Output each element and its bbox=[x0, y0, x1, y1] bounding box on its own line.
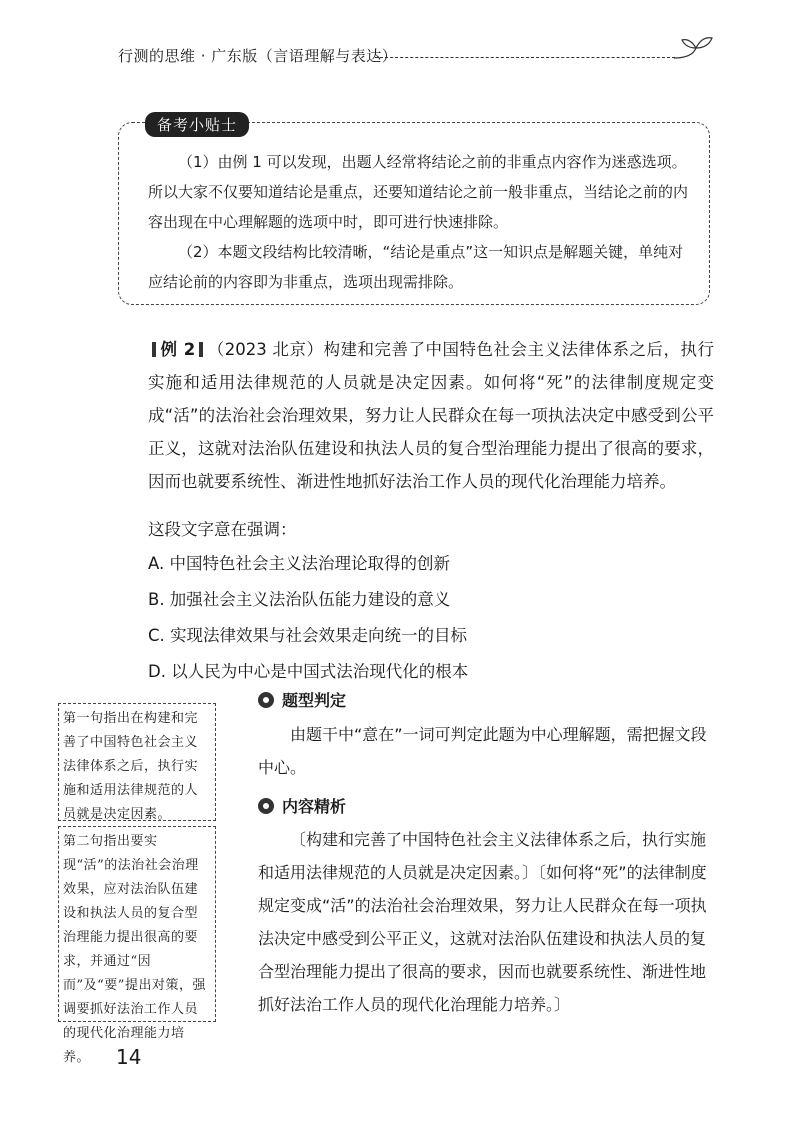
example-question bbox=[148, 333, 714, 498]
content-analysis-paragraph: 〔构建和完善了中国特色社会主义法律体系之后，执行实施和适用法律规范的人员就是决定因素。〕〔如何将“死”的法律制度规定变成“活”的法治社会治理效果，努力让人民群众在每一项执法决定中感受到公平正义，这就对法治队伍建设和执法人员的复合型治理能力提出了很高的要求，因而也就要系统性、渐进性地抓好法治工作人员的现代化治理能力培养。〕 bbox=[258, 830, 707, 1014]
tips-paragraphs bbox=[148, 147, 692, 297]
tips-label: 备考小贴士 bbox=[145, 112, 249, 137]
target-icon bbox=[258, 798, 274, 814]
option-b: B. 加强社会主义法治队伍能力建设的意义 bbox=[148, 590, 451, 609]
sprout-icon bbox=[672, 32, 722, 62]
example-marker-left bbox=[152, 342, 156, 357]
tips-paragraph: （1）由例 1 可以发现，出题人经常将结论之前的非重点内容作为迷惑选项。所以大家不仅要知道结论是重点，还要知道结论之前一般非重点，当结论之前的内容出现在中心理解题的选项中时，即可进行快速排除。 bbox=[148, 153, 689, 231]
header-title: 行测的思维 · 广东版（言语理解与表达） bbox=[118, 47, 398, 65]
option-d: D. 以人民为中心是中国式法治现代化的根本 bbox=[148, 662, 469, 681]
example-text: 构建和完善了中国特色社会主义法律体系之后，执行实施和适用法律规范的人员就是决定因素。如何将“死”的法律制度规定变成“活”的法治社会治理效果，努力让人民群众在每一项执法决定中感受到公平正义，这就对法治队伍建设和执法人员的复合型治理能力提出了很高的要求，因而也就要系统性、渐进性地抓好法治工作人员的现代化治理能力培养。 bbox=[148, 340, 714, 491]
type-judgment-heading-text: 题型判定 bbox=[282, 691, 347, 710]
header-divider bbox=[375, 57, 675, 58]
content-analysis-heading-text: 内容精析 bbox=[282, 797, 347, 816]
target-icon bbox=[258, 692, 274, 708]
tips-paragraph: （2）本题文段结构比较清晰，“结论是重点”这一知识点是解题关键，单纯对应结论前的内容即为非重点，选项出现需排除。 bbox=[148, 243, 684, 291]
option-a: A. 中国特色社会主义法治理论取得的创新 bbox=[148, 554, 450, 573]
example-source: （2023 北京） bbox=[207, 340, 324, 359]
option-c: C. 实现法律效果与社会效果走向统一的目标 bbox=[148, 626, 468, 645]
example-marker-right bbox=[199, 342, 203, 357]
question-prompt: 这段文字意在强调： bbox=[148, 520, 297, 539]
content-analysis-heading bbox=[258, 794, 346, 817]
type-judgment-paragraph: 由题干中“意在”一词可判定此题为中心理解题，需把握文段中心。 bbox=[258, 725, 707, 777]
type-judgment-text bbox=[258, 718, 718, 784]
content-analysis-text bbox=[258, 823, 718, 1021]
type-judgment-heading bbox=[258, 688, 346, 711]
page-number: 14 bbox=[116, 1045, 142, 1069]
example-tag: 例 2 bbox=[160, 340, 196, 359]
side-note-2: 第二句指出要实现“活”的法治社会治理效果，应对法治队伍建设和执法人员的复合型治理能力提出很高的要求，并通过“因而”及“要”提出对策，强调要抓好法治工作人员的现代化治理能力培养。 bbox=[58, 826, 216, 1022]
side-note-1: 第一句指出在构建和完善了中国特色社会主义法律体系之后，执行实施和适用法律规范的人员就是决定因素。 bbox=[58, 703, 216, 821]
